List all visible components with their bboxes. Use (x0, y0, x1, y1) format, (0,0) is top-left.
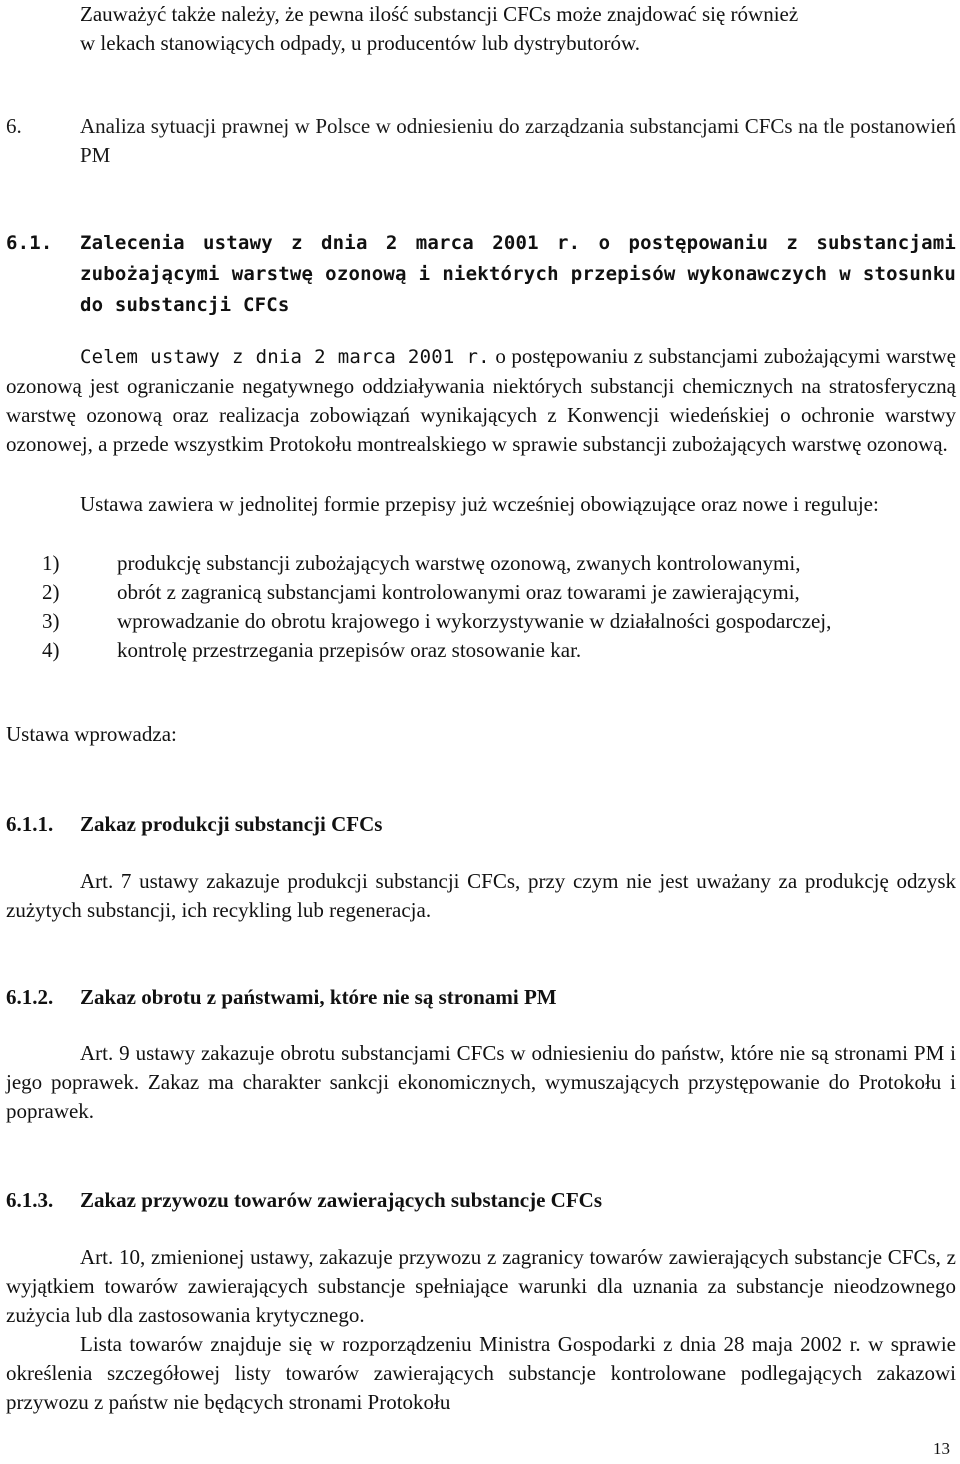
section-6-1-1-body: Art. 7 ustawy zakazuje produkcji substancji CFCs, przy czym nie jest uważany za produkcję odzysk zużytych substancji, ich recykling lub regeneracja. (6, 869, 956, 922)
section-6-1-3-title: Zakaz przywozu towarów zawierających substancje CFCs (80, 1188, 603, 1212)
section-6-1-paragraph-2: Ustawa zawiera w jednolitej formie przepisy już wcześniej obowiązujące oraz nowe i reguluje: (80, 492, 879, 516)
list-item-text: produkcję substancji zubożających warstwę ozonową, zwanych kontrolowanymi, (117, 551, 801, 575)
intro-paragraph (6, 0, 956, 58)
list-item (6, 607, 956, 636)
section-6-1-3-number: 6.1.3. (6, 1188, 54, 1212)
section-6-title: Analiza sytuacji prawnej w Polsce w odniesieniu do zarządzania substancjami CFCs na tle postanowień PM (80, 114, 956, 167)
section-6-1-3-body-2: Lista towarów znajduje się w rozporządzeniu Ministra Gospodarki z dnia 28 maja 2002 r. w sprawie określenia szczegółowej listy towarów zawierających substancje kontrolowane podlegających zakazowi przywozu z państw nie będących stronami Protokołu (6, 1332, 956, 1414)
section-6-1-1-heading (6, 810, 956, 840)
section-6-number: 6. (6, 114, 22, 138)
list-item-number: 4) (42, 638, 60, 662)
list-item-number: 3) (42, 609, 60, 633)
section-6-1-2-body: Art. 9 ustawy zakazuje obrotu substancjami CFCs w odniesieniu do państw, które nie są stronami PM i jego poprawek. Zakaz ma charakter sankcji ekonomicznych, wymuszających przystępowanie do Protokołu i poprawek. (6, 1041, 956, 1123)
list-item (6, 549, 956, 578)
section-6-1-2-heading (6, 983, 956, 1013)
list-item-number: 2) (42, 580, 60, 604)
regulation-list (6, 549, 956, 665)
list-item-text: wprowadzanie do obrotu krajowego i wykorzystywanie w działalności gospodarczej, (117, 609, 832, 633)
section-6-1-2-number: 6.1.2. (6, 985, 54, 1009)
list-item-number: 1) (42, 551, 60, 575)
section-6-heading (6, 112, 956, 172)
list-item-text: obrót z zagranicą substancjami kontrolowanymi oraz towarami je zawierającymi, (117, 580, 800, 604)
law-introduces-text: Ustawa wprowadza: (6, 722, 177, 746)
section-6-1-number: 6.1. (6, 232, 53, 254)
section-6-1-3-body-1: Art. 10, zmienionej ustawy, zakazuje przywozu z zagranicy towarów zawierających substancje CFCs, z wyjątkiem towarów zawierających substancje spełniające warunki dla uznania za substancje nieodzownego zużycia lub dla zastosowania krytycznego. (6, 1245, 956, 1327)
section-6-1-1-number: 6.1.1. (6, 812, 54, 836)
page-number: 13 (933, 1439, 950, 1458)
list-item (6, 636, 956, 665)
paragraph-1-rest: o postępowaniu z substancjami zubożającymi warstwę ozonową jest ograniczanie negatywnego oddziaływania niektórych substancji chemicznych na stratosferyczną warstwę ozonową oraz realizacja zobowiązań wynikających z Konwencji wiedeńskiej o ochronie warstwy ozonowej, a przede wszystkim Protokołu montrealskiego w sprawie substancji zubożających warstwę ozonową. (6, 344, 956, 456)
section-6-1-heading (6, 228, 956, 318)
section-6-1-2-title: Zakaz obrotu z państwami, które nie są stronami PM (80, 985, 557, 1009)
section-6-1-1-title: Zakaz produkcji substancji CFCs (80, 812, 383, 836)
paragraph-1-lead: Celem ustawy z dnia 2 marca 2001 r. (80, 346, 490, 368)
list-item (6, 578, 956, 607)
intro-line-2: w lekach stanowiących odpady, u producentów lub dystrybutorów. (80, 31, 641, 55)
section-6-1-title: Zalecenia ustawy z dnia 2 marca 2001 r. o postępowaniu z substancjami zubożającymi warstwę ozonową i niektórych przepisów wykonawczych w stosunku do substancji CFCs (80, 232, 956, 316)
list-item-text: kontrolę przestrzegania przepisów oraz stosowanie kar. (117, 638, 582, 662)
section-6-1-paragraph-1 (6, 342, 956, 459)
intro-line-1: Zauważyć także należy, że pewna ilość substancji CFCs może znajdować się również (80, 2, 799, 26)
section-6-1-3-heading (6, 1186, 956, 1216)
